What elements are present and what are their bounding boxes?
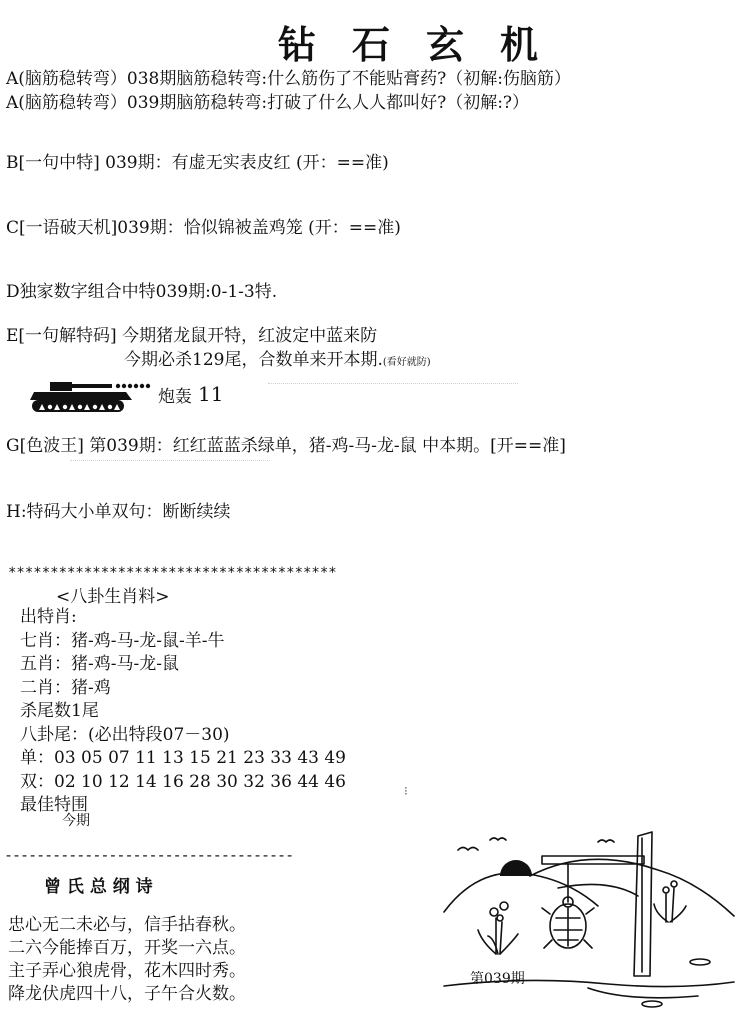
dash-separator: ------------------------------------	[4, 846, 294, 864]
poem-line: 降龙伏虎四十八，子午合火数。	[8, 984, 246, 1004]
riddle-line-039: A(脑筋稳转弯）039期脑筋稳转弯:打破了什么人人都叫好?（初解:?）	[6, 93, 530, 113]
bagua-row: 单：03 05 07 11 13 15 21 23 33 43 49	[20, 748, 346, 768]
digit-combo-line: D独家数字组合中特039期:0-1-3特.	[6, 282, 278, 302]
tank-label: 炮轰	[158, 387, 192, 407]
poem-line: 主子弄心狼虎骨，花木四时秀。	[8, 961, 246, 981]
bagua-row: 五肖：猪-鸡-马-龙-鼠	[20, 654, 179, 674]
illustration-caption: 第039期	[470, 971, 525, 987]
poem-title: 曾 氏 总 纲 诗	[44, 877, 153, 897]
bagua-row: 杀尾数1尾	[20, 701, 99, 721]
poem-line: 忠心无二未必与，信手拈春秋。	[8, 915, 246, 935]
speck-mark: ⁝	[404, 784, 408, 798]
poem-line: 二六今能捧百万，开奖一六点。	[8, 938, 246, 958]
bagua-row: 双：02 10 12 14 16 28 30 32 36 44 46	[20, 771, 346, 792]
bagua-row: 出特肖:	[20, 607, 77, 627]
bagua-row: 最佳特围	[20, 795, 88, 815]
tank-icon	[30, 380, 160, 420]
one-sentence-line: B[一句中特] 039期：有虚无实表皮红 (开：==准)	[6, 153, 389, 173]
page-title: 钻石玄机	[278, 22, 575, 67]
bagua-row: 二肖：猪-鸡	[20, 677, 111, 698]
faded-artifact	[268, 383, 518, 387]
size-odd-even-line: H:特码大小单双句：断断续续	[6, 502, 231, 522]
faded-artifact-2	[70, 460, 270, 463]
special-code-line-2	[124, 345, 431, 370]
bagua-list	[20, 606, 346, 818]
special-code-text: 今期必杀129尾，合数单来开本期.	[124, 350, 383, 370]
star-separator: ***************************************	[8, 565, 337, 581]
tank-number: 11	[198, 382, 224, 406]
color-wave-line: G[色波王] 第039期：红红蓝蓝杀绿单，猪-鸡-马-龙-鼠 中本期。[开==准]	[6, 436, 566, 456]
poem-body	[8, 914, 246, 1006]
cut-text: 今期	[62, 813, 90, 829]
special-code-note: (看好就防)	[382, 357, 431, 368]
special-code-line-1: E[一句解特码] 今期猪龙鼠开特，红波定中蓝来防	[6, 326, 378, 346]
break-heaven-line: C[一语破天机]039期：恰似锦被盖鸡笼 (开：==准)	[6, 218, 401, 238]
turtle-scene-illustration	[438, 826, 738, 1020]
bagua-heading: <八卦生肖料>	[56, 587, 170, 607]
bagua-row: 八卦尾：(必出特段07－30)	[20, 724, 230, 745]
bagua-row: 七肖：猪-鸡-马-龙-鼠-羊-牛	[20, 630, 225, 651]
riddle-line-038: A(脑筋稳转弯）038期脑筋稳转弯:什么筋伤了不能贴膏药?（初解:伤脑筋）	[6, 69, 571, 89]
